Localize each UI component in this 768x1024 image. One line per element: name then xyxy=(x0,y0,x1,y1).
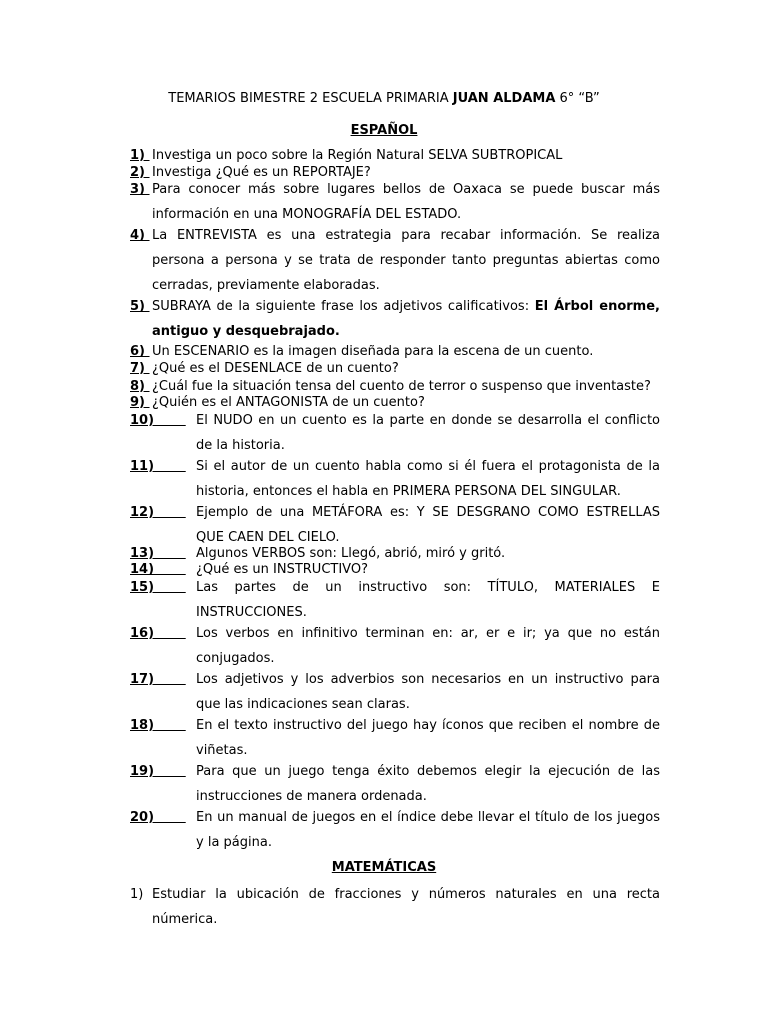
item-text: ¿Quién es el ANTAGONISTA de un cuento? xyxy=(152,394,425,410)
item-text: En un manual de juegos en el índice debe llevar el título de los juegos y la página. xyxy=(196,809,660,850)
list-item xyxy=(130,667,660,717)
item-text xyxy=(152,294,660,344)
section-title-espanol: ESPAÑOL xyxy=(350,123,418,138)
espanol-list xyxy=(130,148,660,855)
item-number: 10) xyxy=(130,412,186,428)
list-item xyxy=(130,713,660,763)
list-item xyxy=(130,148,660,165)
item-number: 5) xyxy=(130,299,150,315)
adjective-phrase: El Árbol enorme, antiguo y desquebrajado. xyxy=(152,299,660,340)
item-number: 4) xyxy=(130,228,150,244)
list-item xyxy=(130,294,660,344)
item-number: 20) xyxy=(130,809,186,825)
header-suffix: 6° “B” xyxy=(555,91,600,106)
item-number: 1) xyxy=(130,887,144,902)
item-number: 17) xyxy=(130,671,186,687)
item-text: Investiga un poco sobre la Región Natural SELVA SUBTROPICAL xyxy=(152,148,563,163)
list-item xyxy=(130,344,660,361)
item-number: 12) xyxy=(130,504,186,520)
item-number: 1) xyxy=(130,148,150,163)
list-item xyxy=(130,805,660,855)
item-text: Para conocer más sobre lugares bellos de Oaxaca se puede buscar más información en una MONOGRAFÍA DEL ESTADO. xyxy=(152,182,660,223)
list-item xyxy=(130,454,660,504)
item-text: Estudiar la ubicación de fracciones y números naturales en una recta númerica. xyxy=(152,887,660,927)
list-item xyxy=(130,621,660,671)
list-item xyxy=(130,177,660,227)
item-text: La ENTREVISTA es una estrategia para recabar información. Se realiza persona a persona y se trata de responder tanto preguntas abiertas como cerradas, previamente elaboradas. xyxy=(152,228,660,294)
item-text: Un ESCENARIO es la imagen diseñada para la escena de un cuento. xyxy=(152,344,594,360)
item-number: 3) xyxy=(130,182,150,198)
list-item xyxy=(130,882,660,932)
item-number: 19) xyxy=(130,763,186,779)
item-text: Las partes de un instructivo son: TÍTULO, MATERIALES E INSTRUCCIONES. xyxy=(196,579,660,620)
header-prefix: TEMARIOS BIMESTRE 2 ESCUELA PRIMARIA xyxy=(168,91,453,106)
item-text-plain: SUBRAYA de la siguiente frase los adjetivos calificativos: xyxy=(152,299,535,315)
item-text: Los verbos en infinitivo terminan en: ar, er e ir; ya que no están conjugados. xyxy=(196,625,660,666)
item-text: El NUDO en un cuento es la parte en donde se desarrolla el conflicto de la historia. xyxy=(196,412,660,453)
item-number: 6) xyxy=(130,344,150,360)
section-title-matematicas: MATEMÁTICAS xyxy=(331,860,437,875)
list-item xyxy=(130,500,660,550)
item-text: Algunos VERBOS son: Llegó, abrió, miró y gritó. xyxy=(196,545,506,561)
list-item xyxy=(130,408,660,458)
item-text: Investiga ¿Qué es un REPORTAJE? xyxy=(152,164,371,180)
item-number: 9) xyxy=(130,394,150,410)
item-number: 16) xyxy=(130,625,186,641)
matematicas-list xyxy=(130,882,660,932)
item-text: Si el autor de un cuento habla como si él fuera el protagonista de la historia, entonces el habla en PRIMERA PERSONA DEL SINGULAR. xyxy=(196,458,660,499)
item-number: 15) xyxy=(130,579,186,595)
list-item xyxy=(130,759,660,809)
item-number: 14) xyxy=(130,562,186,578)
item-number: 8) xyxy=(130,378,150,394)
item-number: 2) xyxy=(130,164,150,180)
item-number: 11) xyxy=(130,458,186,474)
item-text: Los adjetivos y los adverbios son necesarios en un instructivo para que las indicaciones sean claras. xyxy=(196,671,660,712)
item-text: ¿Qué es el DESENLACE de un cuento? xyxy=(152,361,399,377)
item-number: 7) xyxy=(130,361,150,377)
document-header xyxy=(0,90,768,108)
item-text: Para que un juego tenga éxito debemos elegir la ejecución de las instrucciones de manera ordenada. xyxy=(196,763,660,804)
list-item xyxy=(130,546,660,563)
item-number: 18) xyxy=(130,717,186,733)
list-item xyxy=(130,223,660,298)
school-name: JUAN ALDAMA xyxy=(452,91,556,106)
item-text: En el texto instructivo del juego hay íconos que reciben el nombre de viñetas. xyxy=(196,717,660,758)
item-number: 13) xyxy=(130,545,186,561)
item-text: ¿Qué es un INSTRUCTIVO? xyxy=(196,562,368,578)
item-text: Ejemplo de una METÁFORA es: Y SE DESGRANO COMO ESTRELLAS QUE CAEN DEL CIELO. xyxy=(196,504,660,545)
list-item xyxy=(130,575,660,625)
item-text: ¿Cuál fue la situación tensa del cuento de terror o suspenso que inventaste? xyxy=(152,378,651,394)
